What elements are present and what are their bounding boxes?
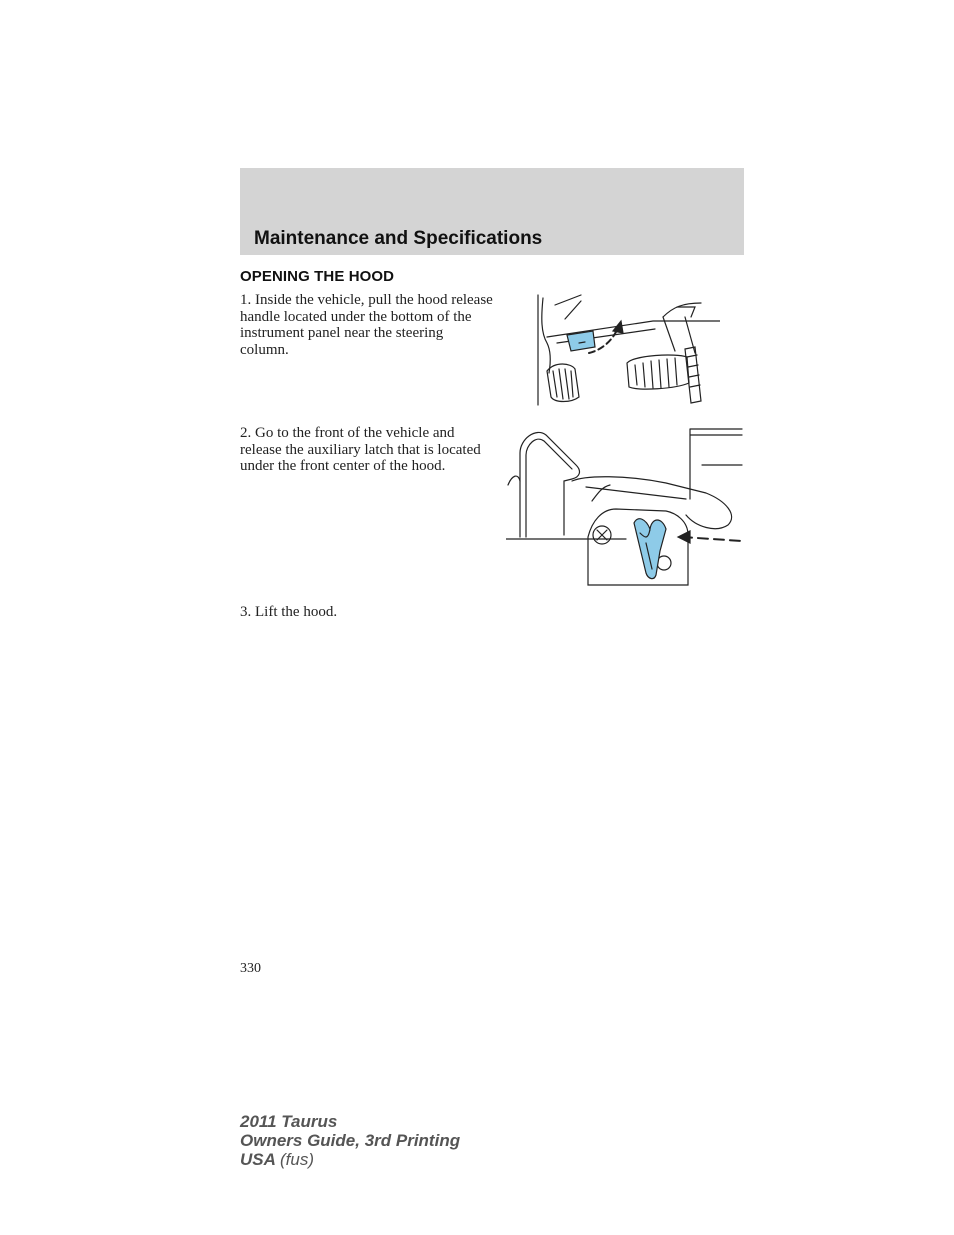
footer-line-model: 2011 Taurus — [240, 1112, 338, 1131]
step-2-text: 2. Go to the front of the vehicle and release the auxiliary latch that is located under the front center of the hood. — [240, 425, 481, 474]
section-header-band — [240, 168, 744, 255]
section-heading: OPENING THE HOOD — [240, 268, 395, 285]
document-footer — [240, 1112, 460, 1169]
step-1-text: 1. Inside the vehicle, pull the hood release handle located under the bottom of the instrument panel near the steering column. — [240, 292, 493, 358]
footer-line-guide: Owners Guide, 3rd Printing — [240, 1131, 461, 1150]
footer-line-region — [240, 1150, 460, 1169]
footer-region-code: (fus) — [280, 1150, 314, 1169]
page-number: 330 — [240, 961, 261, 976]
footer-region: USA — [240, 1150, 276, 1169]
hood-release-handle-icon — [535, 293, 720, 408]
auxiliary-latch-icon — [506, 425, 744, 590]
step-3-text: 3. Lift the hood. — [240, 604, 338, 620]
section-header-title: Maintenance and Specifications — [254, 228, 543, 249]
